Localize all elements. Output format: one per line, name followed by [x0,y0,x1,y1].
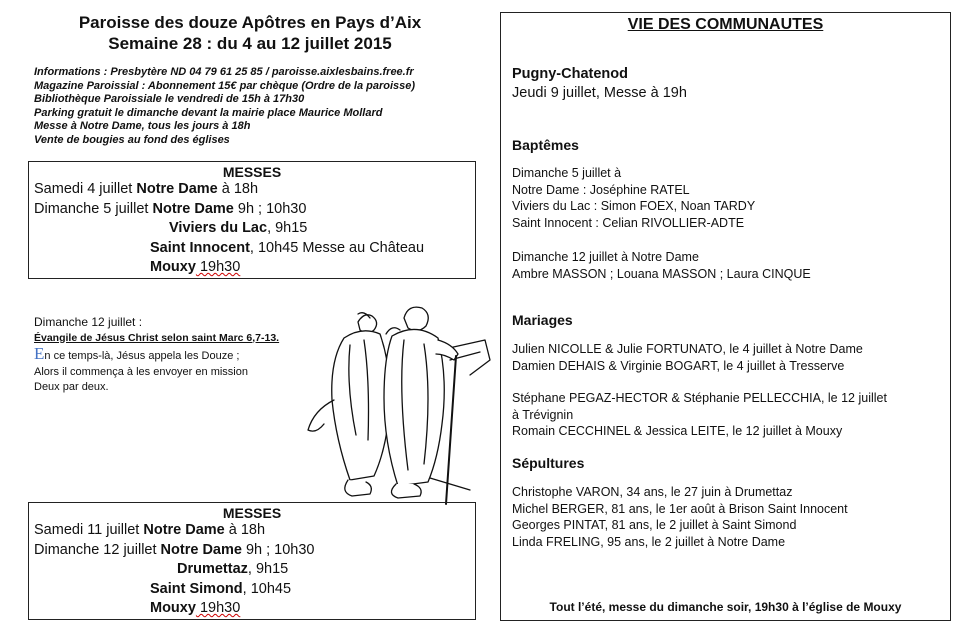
list-item: Dimanche 12 juillet à Notre Dame [512,250,699,264]
info-line: Parking gratuit le dimanche devant la mairie place Maurice Mollard [34,106,383,119]
list-item: Ambre MASSON ; Louana MASSON ; Laura CINQUE [512,266,811,281]
gospel-block [34,315,279,396]
masses-box-week2 [28,502,476,620]
list-item: Romain CECCHINEL & Jessica LEITE, le 12 juillet à Mouxy [512,424,843,438]
gospel-text-line: Alors il commença à les envoyer en mission [34,365,248,378]
pugny-text: Jeudi 9 juillet, Messe à 19h [512,85,687,101]
list-item: Christophe VARON, 34 ans, le 27 juin à Drumettaz [512,485,793,499]
list-item: Georges PINTAT, 81 ans, le 2 juillet à Saint Simond [512,518,797,532]
pugny-title: Pugny-Chatenod [512,66,628,82]
summer-footer: Tout l’été, messe du dimanche soir, 19h30 à l’église de Mouxy [549,600,902,614]
mass-line: Mouxy 19h30 [150,259,241,275]
mass-line: Samedi 11 juillet Notre Dame à 18h [34,522,266,538]
apostles-illustration [300,300,500,505]
list-item: Viviers du Lac : Simon FOEX, Noan TARDY [512,199,756,213]
mass-line: Saint Simond, 10h45 [150,580,292,597]
list-item: Notre Dame : Joséphine RATEL [512,182,690,197]
list-item: Michel BERGER, 81 ans, le 1er août à Brison Saint Innocent [512,501,848,516]
baptemes-list [512,165,755,231]
masses-heading: MESSES [222,505,282,521]
sepultures-title: Sépultures [512,455,585,471]
week-subtitle: Semaine 28 : du 4 au 12 juillet 2015 [108,34,392,53]
gospel-text-line: En ce temps-là, Jésus appela les Douze ; [34,344,240,363]
mariages-title: Mariages [512,312,573,328]
communities-panel [500,12,951,621]
gospel-date: Dimanche 12 juillet : [34,315,143,329]
masses-heading: MESSES [222,164,282,180]
mass-line: Viviers du Lac, 9h15 [169,220,308,236]
gospel-reference: Évangile de Jésus Christ selon saint Marc 6,7-13. [34,331,280,344]
list-item: Dimanche 5 juillet à [512,166,622,180]
mass-line: Drumettaz, 9h15 [177,561,289,577]
parish-title: Paroisse des douze Apôtres en Pays d’Aix [78,13,422,32]
list-item: Linda FRELING, 95 ans, le 2 juillet à Notre Dame [512,534,786,549]
mass-line: Saint Innocent, 10h45 Messe au Château [150,239,425,256]
list-item: à Trévignin [512,407,574,422]
mass-line: Samedi 4 juillet Notre Dame à 18h [34,181,259,197]
info-block [34,66,415,147]
info-line: Informations : Presbytère ND 04 79 61 25 85 / paroisse.aixlesbains.free.fr [34,66,414,78]
info-line: Bibliothèque Paroissiale le vendredi de 15h à 17h30 [34,93,305,105]
mass-line: Dimanche 12 juillet Notre Dame 9h ; 10h30 [34,541,315,558]
communities-title: VIE DES COMMUNAUTES [627,16,824,33]
masses-box-week1 [28,161,476,279]
list-item: Julien NICOLLE & Julie FORTUNATO, le 4 juillet à Notre Dame [512,342,863,356]
baptemes-list-2 [512,249,811,282]
gospel-dropcap: E [34,344,45,363]
mariages-list-2 [512,390,887,440]
list-item: Stéphane PEGAZ-HECTOR & Stéphanie PELLECCHIA, le 12 juillet [512,391,887,405]
mariages-list [512,341,863,374]
info-line: Messe à Notre Dame, tous les jours à 18h [34,120,251,132]
baptemes-title: Baptêmes [512,137,579,153]
gospel-text-line: Deux par deux. [34,381,109,393]
list-item: Saint Innocent : Celian RIVOLLIER-ADTE [512,215,745,230]
info-line: Vente de bougies au fond des églises [34,133,230,146]
sepultures-list [512,484,848,550]
info-line: Magazine Paroissial : Abonnement 15€ par chèque (Ordre de la paroisse) [34,79,416,92]
mass-line: Dimanche 5 juillet Notre Dame 9h ; 10h30 [34,200,307,217]
list-item: Damien DEHAIS & Virginie BOGART, le 4 juillet à Tresserve [512,358,845,373]
mass-line: Mouxy 19h30 [150,600,241,616]
